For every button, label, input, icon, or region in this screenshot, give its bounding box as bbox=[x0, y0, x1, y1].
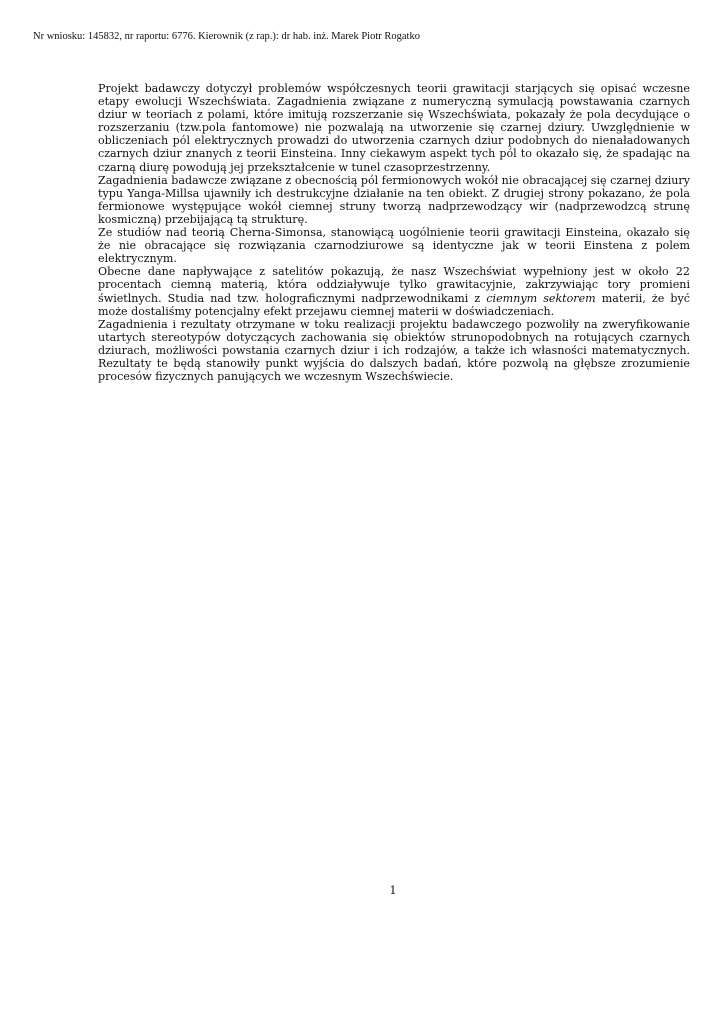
paragraph-chern-simons: Ze studiów nad teorią Cherna-Simonsa, stanowiącą uogólnienie teorii grawitacji Einsteina, okazało się że nie obracające się rozwiązania czarnodziurowe są identyczne jak w teorii Einstena z polem elektrycznym. bbox=[98, 226, 690, 266]
dark-sector-emphasis: ciemnym sektorem bbox=[486, 291, 596, 305]
report-header: Nr wniosku: 145832, nr raportu: 6776. Kierownik (z rap.): dr hab. inż. Marek Piotr Rogatko bbox=[33, 31, 420, 42]
report-body bbox=[98, 82, 690, 383]
paragraph-fermion-fields: Zagadnienia badawcze związane z obecnością pól fermionowych wokół nie obracającej się czarnej dziury typu Yanga-Millsa ujawniły ich destrukcyjne działanie na ten obiekt. Z drugiej strony pokazano, że pola fermionowe występujące wokół ciemnej struny tworzą nadprzewodzący wir (nadprzewodzcą strunę kosmiczną) przebijającą tą strukturę. bbox=[98, 173, 690, 226]
dark-matter-text-start: Obecne dane napływające z satelitów pokazują, że nasz Wszechświat wypełniony jest w około 22 procentach ciemną materią, która oddziaływuje tylko grawitacyjnie, zakrzywiając tory promieni świetlnych. Studia nad tzw. holograficznymi nadprzewodnikami z bbox=[98, 265, 690, 305]
page-number: 1 bbox=[389, 884, 397, 897]
paragraph-results: Zagadnienia i rezultaty otrzymane w toku realizacji projektu badawczego pozwoliły na zweryfikowanie utartych stereotypów dotyczących zachowania się obiektów strunopodobnych na rotujących czarnych dziurach, możliwości powstania czarnych dziur i ich rodzajów, a także ich własności matematycznych. Rezultaty te będą stanowiły punkt wyjścia do dalszych badań, które pozwolą na głębsze zrozumienie procesów fizycznych panujących we wczesnym Wszechświecie. bbox=[98, 317, 690, 384]
paragraph-project-overview: Projekt badawczy dotyczył problemów współczesnych teorii grawitacji starjących się opisać wczesne etapy ewolucji Wszechświata. Zagadnienia związane z numeryczną symulacją powstawania czarnych dziur w teoriach z polami, które imitują rozszerzanie się Wszechświata, pokazały że pola decydujące o rozszerzaniu (tzw.pola fantomowe) nie pozwalają na utworzenie się czarnej dziury. Uwzględnienie w obliczeniach pól elektrycznych prowadzi do utworzenia czarnych dziur podobnych do nienaładowanych czarnych dziur znanych z teorii Einsteina. Inny ciekawym aspekt tych pól to okazało się, że spadając na czarną diurę powodują jej przekształcenie w tunel czasoprzestrzenny. bbox=[98, 82, 690, 174]
paragraph-dark-matter bbox=[98, 265, 690, 317]
dark-matter-text-end: materii, że być może dostaliśmy potencjalny efekt przejawu ciemnej materii w doświadczeniach. bbox=[98, 291, 690, 318]
